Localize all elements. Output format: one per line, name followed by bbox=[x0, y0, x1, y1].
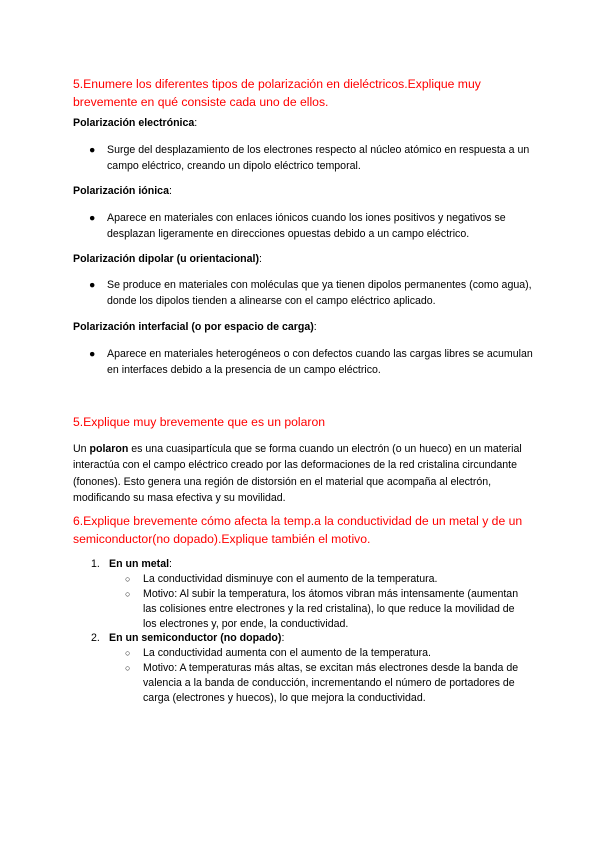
sub-item-text: La conductividad disminuye con el aumento de la temperatura. bbox=[143, 573, 438, 585]
item-title: En un metal bbox=[109, 558, 170, 570]
question-5-polarization: 5.Enumere los diferentes tipos de polarización en dieléctricos.Explique muy brevemente en qué consiste cada uno de ellos. bbox=[73, 77, 481, 109]
section-title: Polarización interfacial (o por espacio de carga) bbox=[73, 321, 314, 333]
bullet-item-electronic bbox=[89, 142, 534, 174]
bullet-icon: ● bbox=[89, 279, 96, 291]
sub-item-text: Motivo: Al subir la temperatura, los átomos vibran más intensamente (aumentan las colisiones entre electrones y la red cristalina), lo que reduce la movilidad de los electrones y, por ende, la conductividad. bbox=[143, 588, 519, 631]
section-title: Polarización iónica bbox=[73, 185, 169, 197]
section-heading-ionic bbox=[73, 184, 172, 198]
item-colon: : bbox=[169, 558, 172, 570]
sub-item-semiconductor-conductivity bbox=[125, 646, 530, 661]
bullet-icon: ● bbox=[89, 348, 96, 360]
polaron-paragraph bbox=[73, 441, 533, 506]
polaron-prefix: Un bbox=[73, 443, 90, 455]
circle-bullet-icon: ○ bbox=[125, 648, 131, 658]
bullet-text: Se produce en materiales con moléculas que ya tienen dipolos permanentes (como agua), donde los dipolos tienden a alinearse con el campo eléctrico aplicado. bbox=[107, 279, 532, 307]
sub-item-semiconductor-reason bbox=[125, 661, 530, 707]
section-title: Polarización dipolar (u orientacional) bbox=[73, 253, 260, 265]
question-5-polaron: 5.Explique muy brevemente que es un polaron bbox=[73, 415, 326, 429]
section-heading-dipolar bbox=[73, 252, 262, 266]
polaron-text: es una cuasipartícula que se forma cuando un electrón (o un hueco) en un material interactúa con el campo eléctrico creado por las deformaciones de la red cristalina circundante (fonones). Esto genera una región de distorsión en el material que acompaña al electrón, modificando su masa efectiva y su movilidad. bbox=[73, 443, 522, 504]
item-title: En un semiconductor (no dopado) bbox=[109, 632, 282, 644]
item-number: 2. bbox=[91, 632, 100, 644]
section-heading-electronic bbox=[73, 116, 197, 130]
polaron-term: polaron bbox=[89, 443, 129, 455]
bullet-text: Surge del desplazamiento de los electrones respecto al núcleo atómico en respuesta a un campo eléctrico, creando un dipolo eléctrico temporal. bbox=[107, 144, 530, 172]
circle-bullet-icon: ○ bbox=[125, 663, 131, 673]
sub-item-metal-conductivity bbox=[125, 572, 530, 587]
bullet-item-ionic bbox=[89, 210, 534, 242]
question-6-temperature: 6.Explique brevemente cómo afecta la temp.a la conductividad de un metal y de un semiconductor(no dopado).Explique también el motivo. bbox=[73, 514, 523, 546]
numbered-item-metal bbox=[91, 557, 531, 573]
sub-item-text: Motivo: A temperaturas más altas, se excitan más electrones desde la banda de valencia a la banda de conducción, incrementando el número de portadores de carga (electrones y huecos), lo que mejora la conductividad. bbox=[143, 662, 519, 705]
circle-bullet-icon: ○ bbox=[125, 574, 131, 584]
bullet-item-interfacial bbox=[89, 346, 534, 378]
bullet-icon: ● bbox=[89, 212, 96, 224]
bullet-text: Aparece en materiales heterogéneos o con defectos cuando las cargas libres se acumulan en interfaces debido a la presencia de un campo eléctrico. bbox=[107, 348, 533, 376]
section-heading-interfacial bbox=[73, 320, 317, 334]
bullet-text: Aparece en materiales con enlaces iónicos cuando los iones positivos y negativos se desplazan ligeramente en direcciones opuestas debido a un campo eléctrico. bbox=[107, 212, 506, 240]
sub-item-text: La conductividad aumenta con el aumento de la temperatura. bbox=[143, 647, 431, 659]
circle-bullet-icon: ○ bbox=[125, 589, 131, 599]
section-title: Polarización electrónica bbox=[73, 117, 195, 129]
item-number: 1. bbox=[91, 558, 100, 570]
section-colon: : bbox=[313, 321, 317, 333]
section-colon: : bbox=[194, 117, 198, 129]
item-colon: : bbox=[281, 632, 285, 644]
bullet-icon: ● bbox=[89, 144, 96, 156]
bullet-item-dipolar bbox=[89, 277, 534, 309]
numbered-item-semiconductor bbox=[91, 631, 531, 647]
sub-item-metal-reason bbox=[125, 587, 530, 633]
section-colon: : bbox=[168, 185, 172, 197]
section-colon: : bbox=[259, 253, 262, 265]
